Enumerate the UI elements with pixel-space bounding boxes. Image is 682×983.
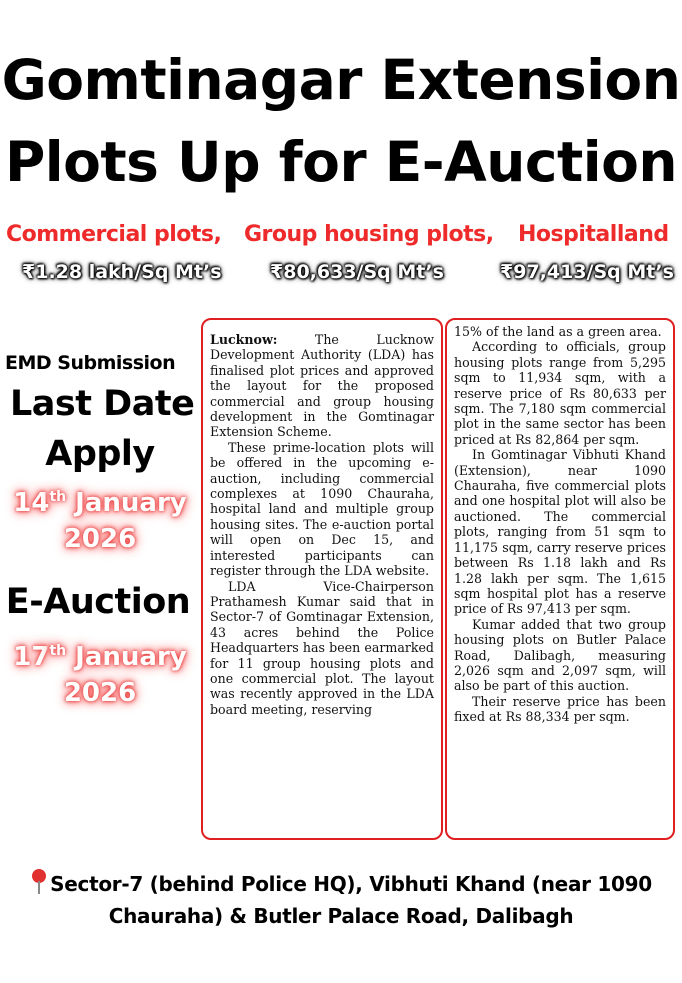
apply-month: January [75,488,187,518]
location-line-1-text: Sector-7 (behind Police HQ), Vibhuti Khand (near 1090 [50,872,652,896]
auction-day: 17 [13,642,50,672]
article-dateline: Lucknow: [210,332,278,347]
apply-label: Apply [45,434,155,474]
last-date-label: Last Date [10,384,195,424]
headline-line-1: Gomtinagar Extension [1,48,681,112]
auction-day-suffix: th [49,643,67,659]
auction-date-line-1 [0,642,200,672]
headline-line-2: Plots Up for E-Auction [4,130,678,194]
apply-day-suffix: th [49,489,67,505]
article-paragraph-5: According to officials, group housing plots range from 5,295 sqm to 11,934 sqm, with a reserve price of Rs 80,633 per sqm. The 7,180 sqm commercial plot in the same sector has been priced at Rs 82,864 per sqm. [454,339,666,447]
location-line-1 [0,868,682,900]
article-paragraph-6: In Gomtinagar Vibhuti Khand (Extension), near 1090 Chauraha, five commercial plots and one hospital plot will also be auctioned. The commercial plots, ranging from 51 sqm to 11,175 sqm, carry reserve prices between Rs 1.18 lakh and Rs 1.28 lakh per sqm. The 1,615 sqm hospital plot has a reserve price of Rs 97,413 per sqm. [454,447,666,617]
article-paragraph-1-text: The Lucknow Development Authority (LDA) has finalised plot prices and approved the layout for the proposed commercial and group housing development in the Gomtinagar Extension Scheme. [210,332,434,440]
emd-submission-label: EMD Submission [5,352,176,374]
category-commercial: Commercial plots, [6,222,222,247]
article-paragraph-8: Their reserve price has been fixed at Rs 88,334 per sqm. [454,693,666,725]
article-paragraph-7: Kumar added that two group housing plots on Butler Palace Road, Dalibagh, measuring 2,026 sqm and 2,097 sqm, will also be part of this auction. [454,616,666,694]
apply-year: 2026 [63,524,137,554]
article-column-1 [201,318,443,840]
apply-day: 14 [13,488,50,518]
price-commercial: ₹1.28 lakh/Sq Mt’s [22,261,222,283]
e-auction-label: E-Auction [5,582,191,622]
category-hospital: Hospitalland [518,222,669,247]
category-group-housing: Group housing plots, [244,222,494,247]
article-column-2 [445,318,675,840]
article-paragraph-1 [210,332,434,440]
location-line-2: Chauraha) & Butler Palace Road, Dalibagh [108,904,574,928]
apply-date-line-1 [0,488,200,518]
article-paragraph-2: These prime-location plots will be offered in the upcoming e-auction, including commercial complexes at 1090 Chauraha, hospital land and multiple group housing sites. The e-auction portal will open on Dec 15, and interested participants can register through the LDA website. [210,439,434,579]
auction-year: 2026 [63,678,137,708]
article-paragraph-4: 15% of the land as a green area. [454,324,662,339]
price-hospital: ₹97,413/Sq Mt’s [500,261,674,283]
article-paragraph-3: LDA Vice-Chairperson Prathamesh Kumar said that in Sector-7 of Gomtinagar Extension, 43 acres behind the Police Headquarters has been earmarked for 11 group housing plots and one commercial plot. The layout was recently approved in the LDA board meeting, reserving [210,578,434,717]
auction-month: January [75,642,187,672]
location-pin-icon [30,869,48,895]
price-group-housing: ₹80,633/Sq Mt’s [270,261,444,283]
